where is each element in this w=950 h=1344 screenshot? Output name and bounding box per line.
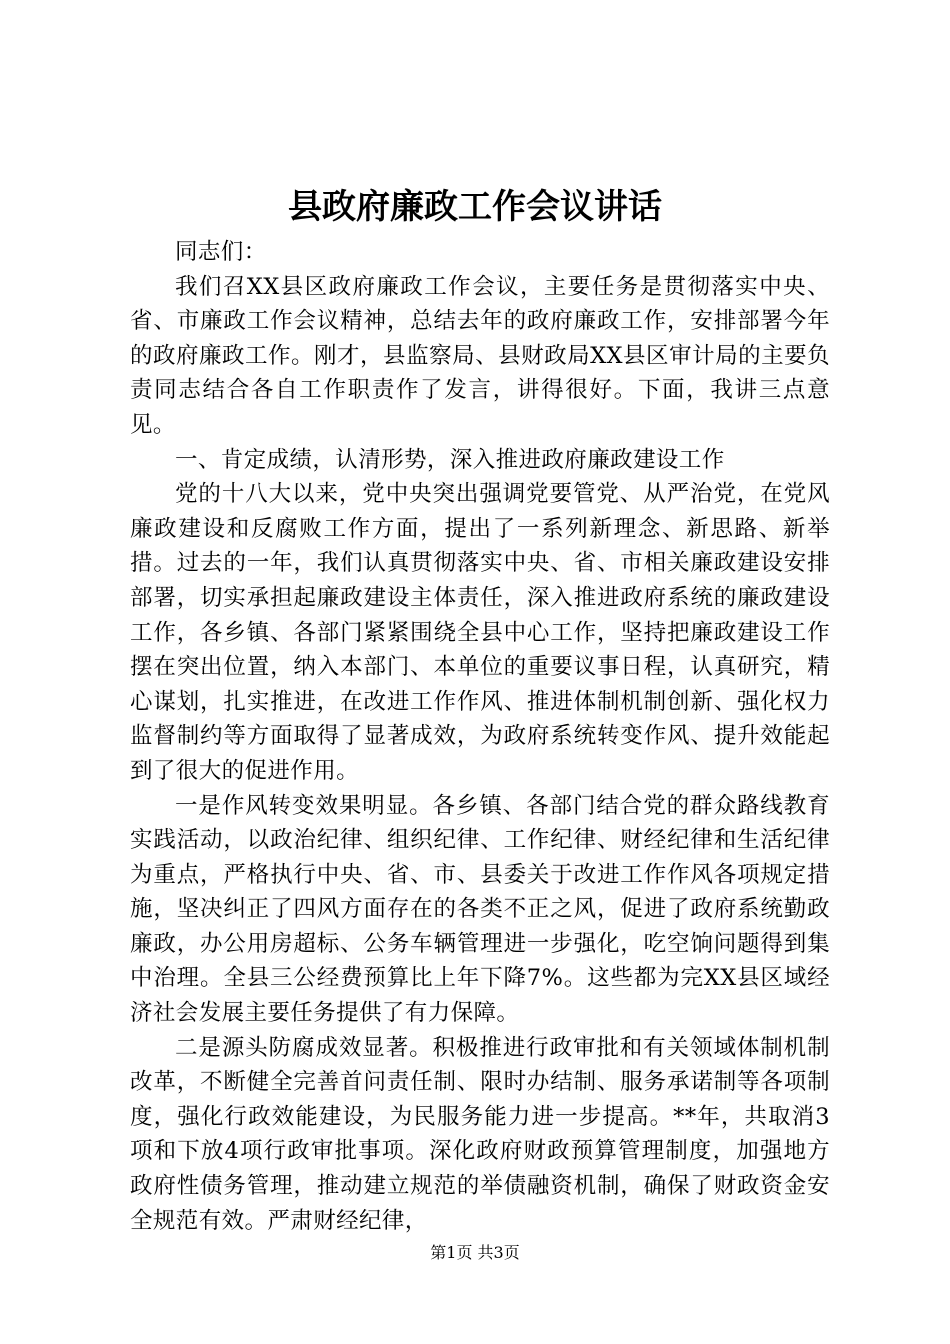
paragraph-intro: 我们召XX县区政府廉政工作会议，主要任务是贯彻落实中央、省、市廉政工作会议精神，总结去年的政府廉政工作，安排部署今年的政府廉政工作。刚才，县监察局、县财政局XX县区审计局的主要负责同志结合各自工作职责作了发言，讲得很好。下面，我讲三点意见。 bbox=[130, 273, 830, 438]
document-title: 县政府廉政工作会议讲话 bbox=[288, 187, 662, 227]
section-heading-1: 一、肯定成绩，认清形势，深入推进政府廉政建设工作 bbox=[175, 446, 725, 473]
salutation: 同志们： bbox=[175, 239, 267, 265]
document-body bbox=[130, 235, 830, 1238]
paragraph-point-2: 二是源头防腐成效显著。积极推进行政审批和有关领域体制机制改革，不断健全完善首问责任制、限时办结制、服务承诺制等各项制度，强化行政效能建设，为民服务能力进一步提高。**年，共取消3项和下放4项行政审批事项。深化政府财政预算管理制度，加强地方政府性债务管理，推动建立规范的举债融资机制，确保了财政资金安全规范有效。严肃财经纪律， bbox=[130, 1034, 830, 1234]
paragraph-achievements: 党的十八大以来，党中央突出强调党要管党、从严治党，在党风廉政建设和反腐败工作方面，提出了一系列新理念、新思路、新举措。过去的一年，我们认真贯彻落实中央、省、市相关廉政建设安排部署，切实承担起廉政建设主体责任，深入推进政府系统的廉政建设工作，各乡镇、各部门紧紧围绕全县中心工作，坚持把廉政建设工作摆在突出位置，纳入本部门、本单位的重要议事日程，认真研究，精心谋划，扎实推进，在改进工作作风、推进体制机制创新、强化权力监督制约等方面取得了显著成效，为政府系统转变作风、提升效能起到了很大的促进作用。 bbox=[130, 481, 830, 784]
page-number-footer: 第1页 共3页 bbox=[430, 1243, 520, 1262]
paragraph-point-1: 一是作风转变效果明显。各乡镇、各部门结合党的群众路线教育实践活动，以政治纪律、组织纪律、工作纪律、财经纪律和生活纪律为重点，严格执行中央、省、市、县委关于改进工作作风各项规定措施，坚决纠正了四风方面存在的各类不正之风，促进了政府系统勤政廉政，办公用房超标、公务车辆管理进一步强化，吃空饷问题得到集中治理。全县三公经费预算比上年下降7%。这些都为完XX县区域经济社会发展主要任务提供了有力保障。 bbox=[130, 792, 830, 1027]
